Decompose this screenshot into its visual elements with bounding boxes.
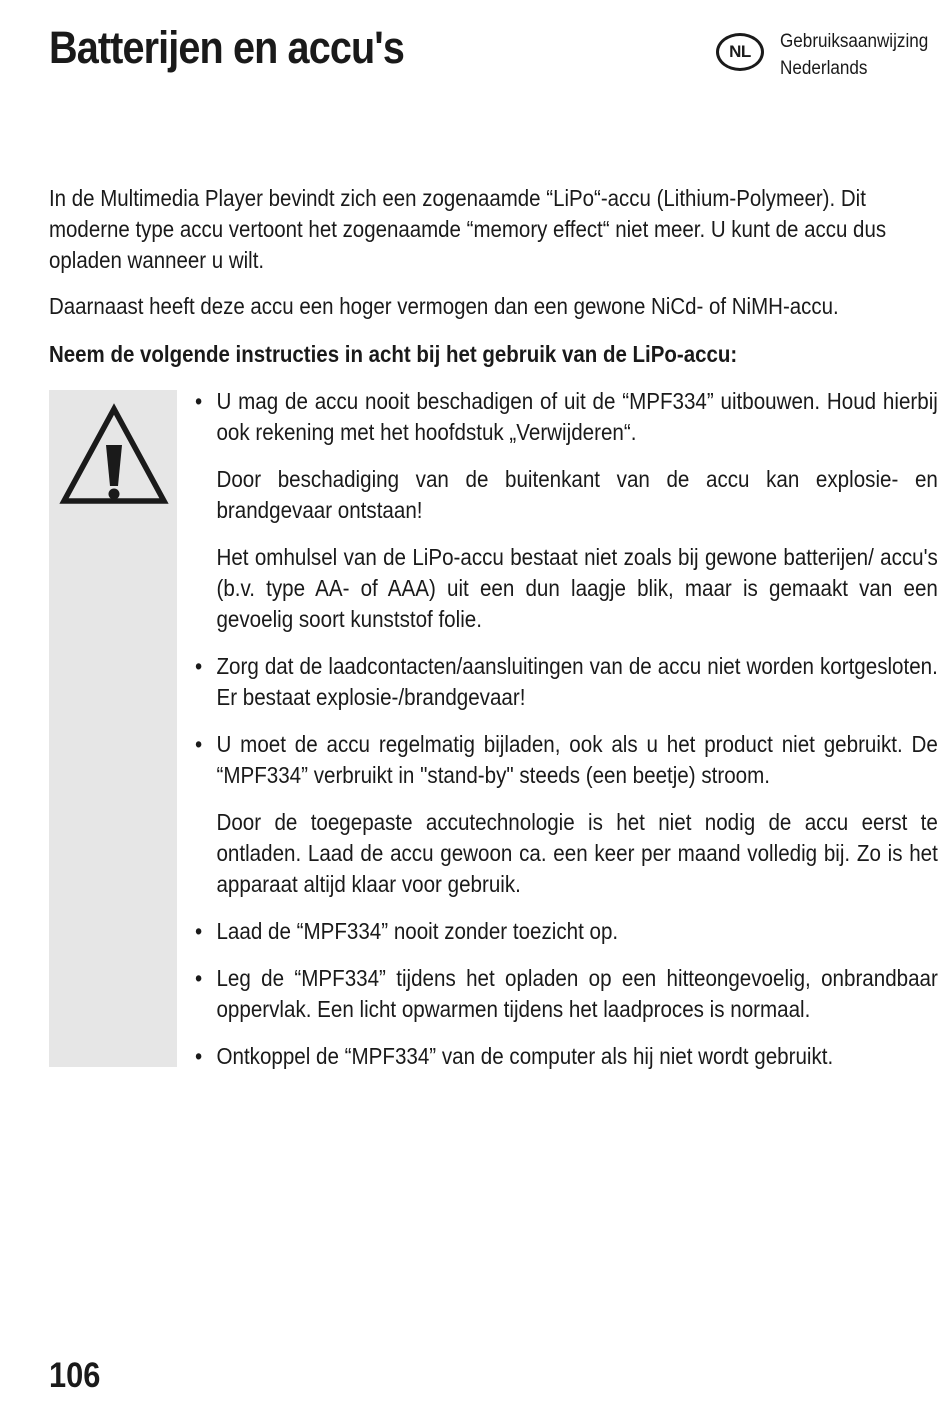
- list-item: [195, 651, 938, 713]
- list-item-text: Laad de “MPF334” nooit zonder toezicht op.: [216, 918, 619, 944]
- list-item: [195, 1041, 938, 1072]
- bullet: •: [195, 388, 203, 414]
- instruction-list: [195, 386, 938, 1088]
- list-item: [195, 729, 938, 900]
- instructions-heading: Neem de volgende instructies in acht bij het gebruik van de LiPo-accu:: [49, 341, 738, 367]
- bullet: •: [195, 731, 203, 757]
- list-item: [195, 963, 938, 1025]
- list-item: [195, 916, 938, 947]
- list-item-text: Ontkoppel de “MPF334” van de computer als hij niet wordt gebruikt.: [216, 1043, 834, 1069]
- list-item-text: Het omhulsel van de LiPo-accu bestaat niet zoals bij gewone batterijen/ accu's (b.v. type AA- of AAA) uit een dun laagje blik, maar is gemaakt van een gevoelig soort kunststof folie.: [216, 544, 938, 632]
- list-item-text: Door beschadiging van de buitenkant van de accu kan explosie- en brandgevaar ontstaan!: [216, 466, 938, 523]
- doc-type-label: Gebruiksaanwijzing: [780, 31, 929, 52]
- list-item-text: Leg de “MPF334” tijdens het opladen op een hitteongevoelig, onbrandbaar oppervlak. Een licht opwarmen tijdens het laadproces is normaal.: [216, 965, 938, 1022]
- bullet: •: [195, 653, 203, 679]
- bullet: •: [195, 918, 203, 944]
- header-meta: [780, 28, 928, 82]
- warning-panel: [49, 390, 177, 1067]
- intro-paragraph-1: In de Multimedia Player bevindt zich een zogenaamde “LiPo“-accu (Lithium-Polymeer). Dit moderne type accu vertoont het zogenaamde “memory effect“ niet meer. U kunt de accu dus opladen wanneer u wilt.: [49, 185, 887, 273]
- bullet: •: [195, 1043, 203, 1069]
- language-badge: NL: [716, 33, 764, 71]
- intro-paragraph-2: Daarnaast heeft deze accu een hoger vermogen dan een gewone NiCd- of NiMH-accu.: [49, 293, 839, 319]
- list-item-text: Zorg dat de laadcontacten/aansluitingen van de accu niet worden kortgesloten. Er bestaat explosie-/brandgevaar!: [216, 653, 938, 710]
- list-item: [195, 386, 938, 635]
- list-item-text: U moet de accu regelmatig bijladen, ook als u het product niet gebruikt. De “MPF334” verbruikt in "stand-by" steeds (een beetje) stroom.: [216, 731, 938, 788]
- list-item-text: U mag de accu nooit beschadigen of uit de “MPF334” uitbouwen. Houd hierbij ook rekening met het hoofdstuk „Verwijderen“.: [216, 388, 938, 445]
- page-title: Batterijen en accu's: [49, 22, 404, 73]
- warning-triangle-icon: [58, 402, 170, 506]
- language-label: Nederlands: [780, 58, 868, 79]
- bullet: •: [195, 965, 203, 991]
- list-item-text: Door de toegepaste accutechnologie is het niet nodig de accu eerst te ontladen. Laad de accu gewoon ca. een keer per maand volledig bij. Zo is het apparaat altijd klaar voor gebruik.: [216, 809, 938, 897]
- page-number: 106: [49, 1356, 101, 1395]
